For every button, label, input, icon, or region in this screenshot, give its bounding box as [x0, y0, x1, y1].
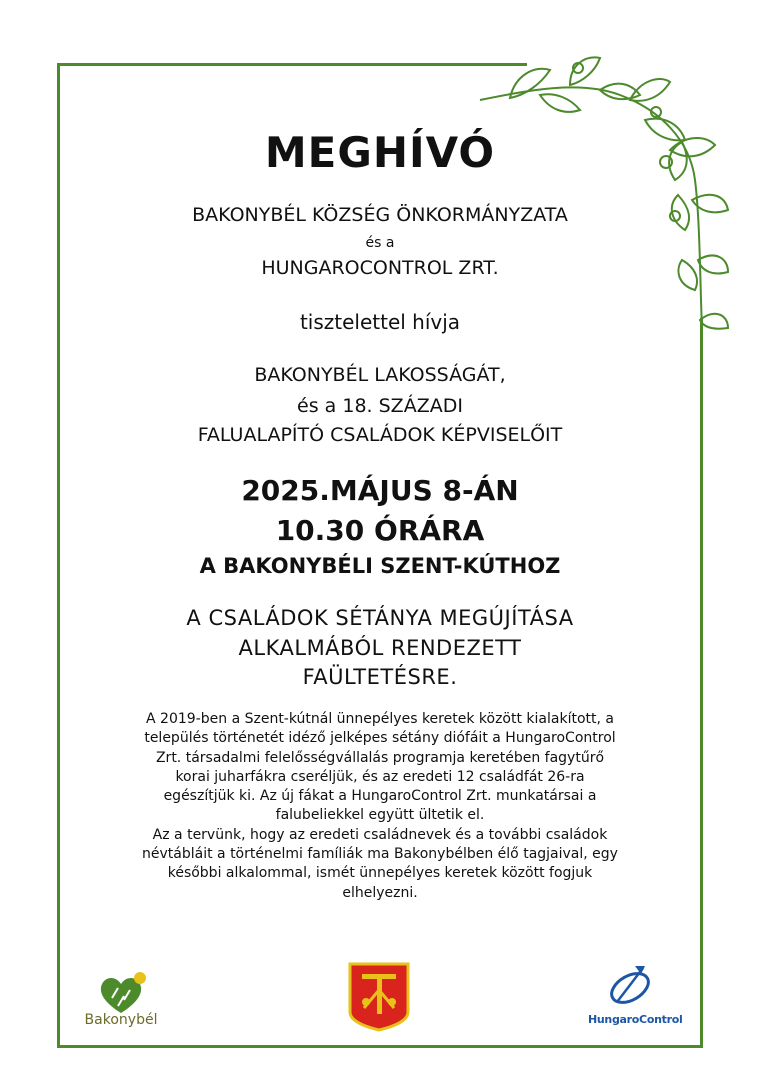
- organizer-conjunction: és a: [365, 235, 395, 251]
- body-line: Zrt. társadalmi felelősségvállalás programja keretében fagytűrő: [155, 749, 605, 766]
- body-line: falubeliekkel együtt ültetik el.: [275, 807, 485, 824]
- occasion-line: ALKALMÁBÓL RENDEZETT: [238, 636, 522, 660]
- event-date: 2025.MÁJUS 8-ÁN: [241, 474, 519, 507]
- bakonybel-logo-label: Bakonybél: [84, 1012, 158, 1028]
- event-time: 10.30 ÓRÁRA: [275, 514, 485, 547]
- body-line: Az a tervünk, hogy az eredeti családnevek és a további családok: [152, 826, 608, 843]
- frame-top-border: [57, 63, 527, 66]
- organizer-hungarocontrol: HUNGAROCONTROL ZRT.: [261, 257, 499, 279]
- organizer-municipality: BAKONYBÉL KÖZSÉG ÖNKORMÁNYZATA: [192, 204, 568, 226]
- occasion-line: A CSALÁDOK SÉTÁNYA MEGÚJÍTÁSA: [186, 606, 574, 630]
- occasion-line: FAÜLTETÉSRE.: [302, 665, 458, 689]
- body-line: egészítjük ki. Az új fákat a HungaroControl Zrt. munkatársai a: [163, 788, 597, 805]
- body-paragraph: [80, 710, 680, 903]
- event-place: A BAKONYBÉLI SZENT-KÚTHOZ: [199, 554, 561, 578]
- audience-line: és a 18. SZÁZADI: [297, 395, 463, 417]
- frame-bottom-border: [57, 1045, 703, 1048]
- hungarocontrol-logo-label: HungaroControl: [588, 1013, 683, 1026]
- body-line: névtábláit a történelmi famíliák ma Bakonybélben élő tagjaival, egy: [142, 846, 618, 863]
- page-title: MEGHÍVÓ: [264, 128, 496, 177]
- body-line: A 2019-ben a Szent-kútnál ünnepélyes keretek között kialakított, a: [146, 711, 614, 727]
- hungarocontrol-logo-icon: [605, 962, 655, 1007]
- leaf-vine-decoration: [470, 40, 730, 330]
- audience-line: BAKONYBÉL LAKOSSÁGÁT,: [254, 364, 506, 386]
- coat-of-arms-icon: [348, 962, 410, 1032]
- body-line: későbbi alkalommal, ismét ünnepélyes keretek között fogjuk: [167, 865, 593, 882]
- body-line: elhelyezni.: [342, 884, 418, 901]
- frame-right-border: [700, 318, 703, 1048]
- body-line: korai juharfákra cseréljük, és az eredeti 12 családfát 26-ra: [175, 768, 585, 785]
- frame-left-border: [57, 63, 60, 1048]
- invites-text: tisztelettel hívja: [299, 310, 461, 334]
- audience-line: FALUALAPÍTÓ CSALÁDOK KÉPVISELŐIT: [197, 424, 563, 446]
- body-line: település történetét idéző jelképes sétány diófáit a HungaroControl: [144, 730, 616, 747]
